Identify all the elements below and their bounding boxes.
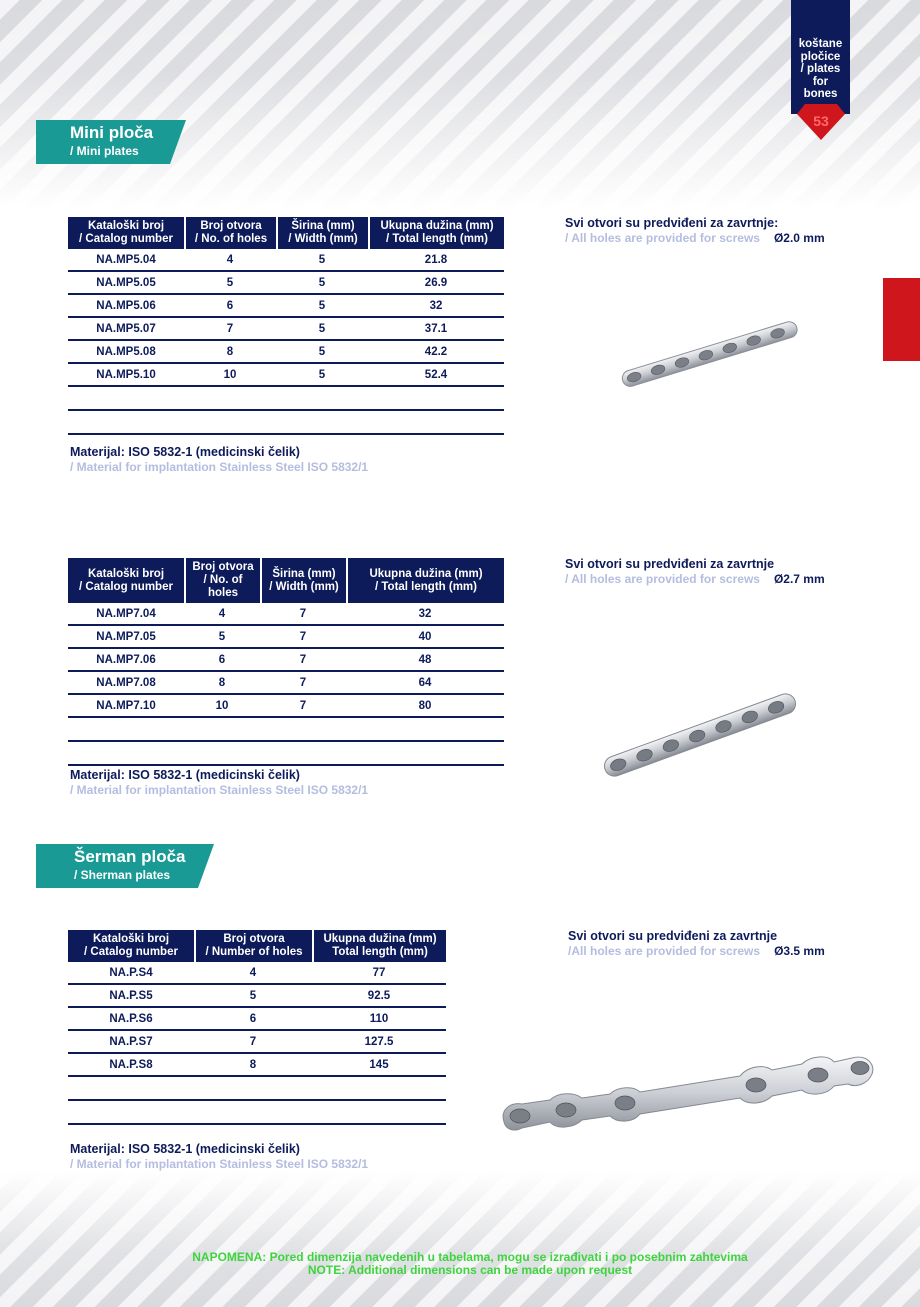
table-cell: NA.MP7.08 [68,672,184,695]
table-cell: 5 [276,272,368,295]
table-cell: 52.4 [368,364,504,387]
header-label: Broj otvora [200,220,262,232]
table-cell: NA.P.S8 [68,1054,194,1077]
header-label: / No. of holes [203,574,243,599]
material-note [70,768,368,797]
header-label: / Catalog number [79,580,173,593]
table-cell: NA.MP5.06 [68,295,184,318]
table-row [68,1031,446,1054]
table-cell [184,718,260,742]
table-row [68,695,504,718]
category-tab-line: for [812,75,829,88]
holes-note-line: Svi otvori su predviđeni za zavrtnje: [565,216,779,230]
table-cell: 6 [194,1008,312,1031]
holes-note [565,557,825,586]
header-catalog [68,217,184,249]
header-label: / Catalog number [84,946,178,958]
table-cell [260,718,346,742]
table-cell: 10 [184,695,260,718]
table-cell: NA.P.S4 [68,962,194,985]
header-catalog [68,558,184,603]
table-cell [312,1077,446,1101]
table-cell: 4 [194,962,312,985]
table-row-empty [68,742,504,766]
material-line-english: / Material for implantation Stainless Steel ISO 5832/1 [70,460,369,474]
header-label: Broj otvora [223,933,285,945]
table-row [68,318,504,341]
table-cell [368,387,504,411]
header-width [260,558,346,603]
table-cell: 77 [312,962,446,985]
table-cell [194,1101,312,1125]
footer-note-line-english: NOTE: Additional dimensions can be made upon request [307,1263,633,1277]
bottom-stripe-background [0,1170,920,1307]
table-cell: 110 [312,1008,446,1031]
footer-note [180,1251,760,1277]
side-marker [883,278,920,361]
table-cell [184,411,276,435]
category-tab-line: bones [803,88,838,100]
table-row [68,1008,446,1031]
header-label: Kataloški broj [87,220,165,232]
material-note [70,1142,368,1171]
spec-table-mini-2-7mm [68,558,504,766]
header-holes [184,217,276,249]
section-banner-mini [36,120,186,164]
table-cell [276,387,368,411]
category-tab [791,0,850,114]
table-cell: 7 [260,649,346,672]
sherman-plate-image [490,1030,880,1155]
table-cell: 5 [276,295,368,318]
table-row [68,249,504,272]
header-width [276,217,368,249]
table-cell: 92.5 [312,985,446,1008]
header-label: / Total length (mm) [385,233,488,245]
table-cell: NA.P.S7 [68,1031,194,1054]
material-note [70,445,368,474]
table-cell: NA.MP7.06 [68,649,184,672]
material-line: Materijal: ISO 5832-1 (medicinski čelik) [70,445,300,459]
table-cell: 64 [346,672,504,695]
table-row [68,1054,446,1077]
table-row [68,626,504,649]
header-label: Kataloški broj [87,567,165,580]
table-cell: 6 [184,295,276,318]
table-cell: 5 [276,249,368,272]
header-label: Ukupna dužina (mm) [369,567,483,580]
table-cell: 5 [194,985,312,1008]
table-cell: NA.MP5.07 [68,318,184,341]
table-header-row [68,930,446,962]
table-cell: 127.5 [312,1031,446,1054]
table-cell: 7 [260,603,346,626]
table-cell [194,1077,312,1101]
table-cell: 26.9 [368,272,504,295]
material-line: Materijal: ISO 5832-1 (medicinski čelik) [70,768,300,782]
table-cell: 37.1 [368,318,504,341]
table-cell [276,411,368,435]
header-holes [194,930,312,962]
header-holes [184,558,260,603]
header-length [312,930,446,962]
table-cell: NA.MP7.04 [68,603,184,626]
footer-note-line: NAPOMENA: Pored dimenzija navedenih u tabelama, mogu se izrađivati i po posebnim zahtevima [192,1250,748,1264]
category-tab-line: / plates [800,63,841,75]
header-label: / No. of holes [194,233,268,245]
section-subtitle: / Mini plates [70,144,139,158]
mini-plate-2mm-image [615,310,805,405]
table-row-empty [68,387,504,411]
table-row [68,985,446,1008]
table-row [68,649,504,672]
table-cell: 8 [184,341,276,364]
table-cell: 32 [346,603,504,626]
header-catalog [68,930,194,962]
table-cell: NA.MP5.04 [68,249,184,272]
holes-note [568,929,825,958]
table-cell: 40 [346,626,504,649]
material-line-english: / Material for implantation Stainless Steel ISO 5832/1 [70,783,369,797]
spec-table-sherman [68,930,446,1125]
material-line: Materijal: ISO 5832-1 (medicinski čelik) [70,1142,300,1156]
header-label: Broj otvora [192,561,254,573]
table-cell: NA.MP7.10 [68,695,184,718]
section-title: Mini ploča [70,123,154,142]
table-cell: 7 [260,672,346,695]
table-cell: 8 [184,672,260,695]
table-cell [68,1077,194,1101]
table-cell: 5 [276,318,368,341]
category-tab-line: koštane [798,38,843,50]
category-tab-line: pločice [800,50,841,63]
table-cell [346,718,504,742]
table-cell: 32 [368,295,504,318]
table-cell: NA.MP7.05 [68,626,184,649]
table-cell: 6 [184,649,260,672]
table-cell: 10 [184,364,276,387]
table-cell [312,1101,446,1125]
screw-diameter: Ø3.5 mm [774,944,825,958]
header-label: Kataloški broj [92,933,170,945]
section-subtitle: / Sherman plates [74,868,171,882]
table-cell: 48 [346,649,504,672]
table-cell: 4 [184,603,260,626]
table-cell: 7 [194,1031,312,1054]
table-row-empty [68,1077,446,1101]
table-row [68,341,504,364]
table-cell: 42.2 [368,341,504,364]
table-cell [184,742,260,766]
table-row [68,672,504,695]
header-label: Širina (mm) [272,567,336,580]
table-cell [346,742,504,766]
table-cell [68,718,184,742]
table-cell [68,411,184,435]
mini-plate-2-7mm-image [595,685,805,790]
table-row-empty [68,1101,446,1125]
table-cell: 4 [184,249,276,272]
table-cell [68,742,184,766]
table-cell [368,411,504,435]
section-banner-sherman [36,844,214,888]
table-cell: 21.8 [368,249,504,272]
table-cell: 145 [312,1054,446,1077]
table-row [68,295,504,318]
header-length [368,217,504,249]
table-cell [260,742,346,766]
holes-note-english: / All holes are provided for screws Ø2.7 mm [565,572,825,586]
table-cell: 5 [276,364,368,387]
holes-note-english: /All holes are provided for screws Ø3.5 mm [568,944,825,958]
header-label: / Total length (mm) [374,580,477,593]
table-row [68,962,446,985]
table-cell: 8 [194,1054,312,1077]
table-cell: NA.MP5.10 [68,364,184,387]
table-row-empty [68,411,504,435]
material-line-english: / Material for implantation Stainless Steel ISO 5832/1 [70,1157,369,1171]
screw-diameter: Ø2.7 mm [773,572,825,586]
header-label: / Catalog number [79,233,173,245]
header-label: / Number of holes [205,946,303,958]
header-label: Ukupna dužina (mm) [380,220,494,232]
table-cell: 80 [346,695,504,718]
header-label: / Width (mm) [269,580,339,593]
spec-table-mini-2mm [68,217,504,435]
holes-note-english: / All holes are provided for screws Ø2.0 mm [565,231,825,245]
holes-note-line: Svi otvori su predviđeni za zavrtnje [565,557,775,571]
table-header-row [68,217,504,249]
holes-note [565,216,825,245]
table-cell [184,387,276,411]
table-cell: NA.MP5.05 [68,272,184,295]
table-row-empty [68,718,504,742]
table-cell: 7 [260,695,346,718]
table-cell [68,387,184,411]
table-row [68,364,504,387]
table-header-row [68,558,504,603]
table-cell [68,1101,194,1125]
table-cell: NA.MP5.08 [68,341,184,364]
table-cell: 5 [276,341,368,364]
header-label: Ukupna dužina (mm) [323,933,437,945]
table-cell: NA.P.S5 [68,985,194,1008]
holes-note-line: Svi otvori su predviđeni za zavrtnje [568,929,778,943]
table-row [68,603,504,626]
header-label: Total length (mm) [332,946,428,958]
table-cell: 5 [184,272,276,295]
table-cell: 7 [260,626,346,649]
table-cell: NA.P.S6 [68,1008,194,1031]
section-title: Šerman ploča [74,847,186,866]
header-length [346,558,504,603]
header-label: Širina (mm) [291,220,355,232]
header-label: / Width (mm) [288,233,358,245]
top-stripe-background [0,0,920,210]
page-number-badge [797,104,845,140]
table-cell: 7 [184,318,276,341]
screw-diameter: Ø2.0 mm [773,231,825,245]
table-row [68,272,504,295]
table-cell: 5 [184,626,260,649]
page-number: 53 [813,113,829,129]
